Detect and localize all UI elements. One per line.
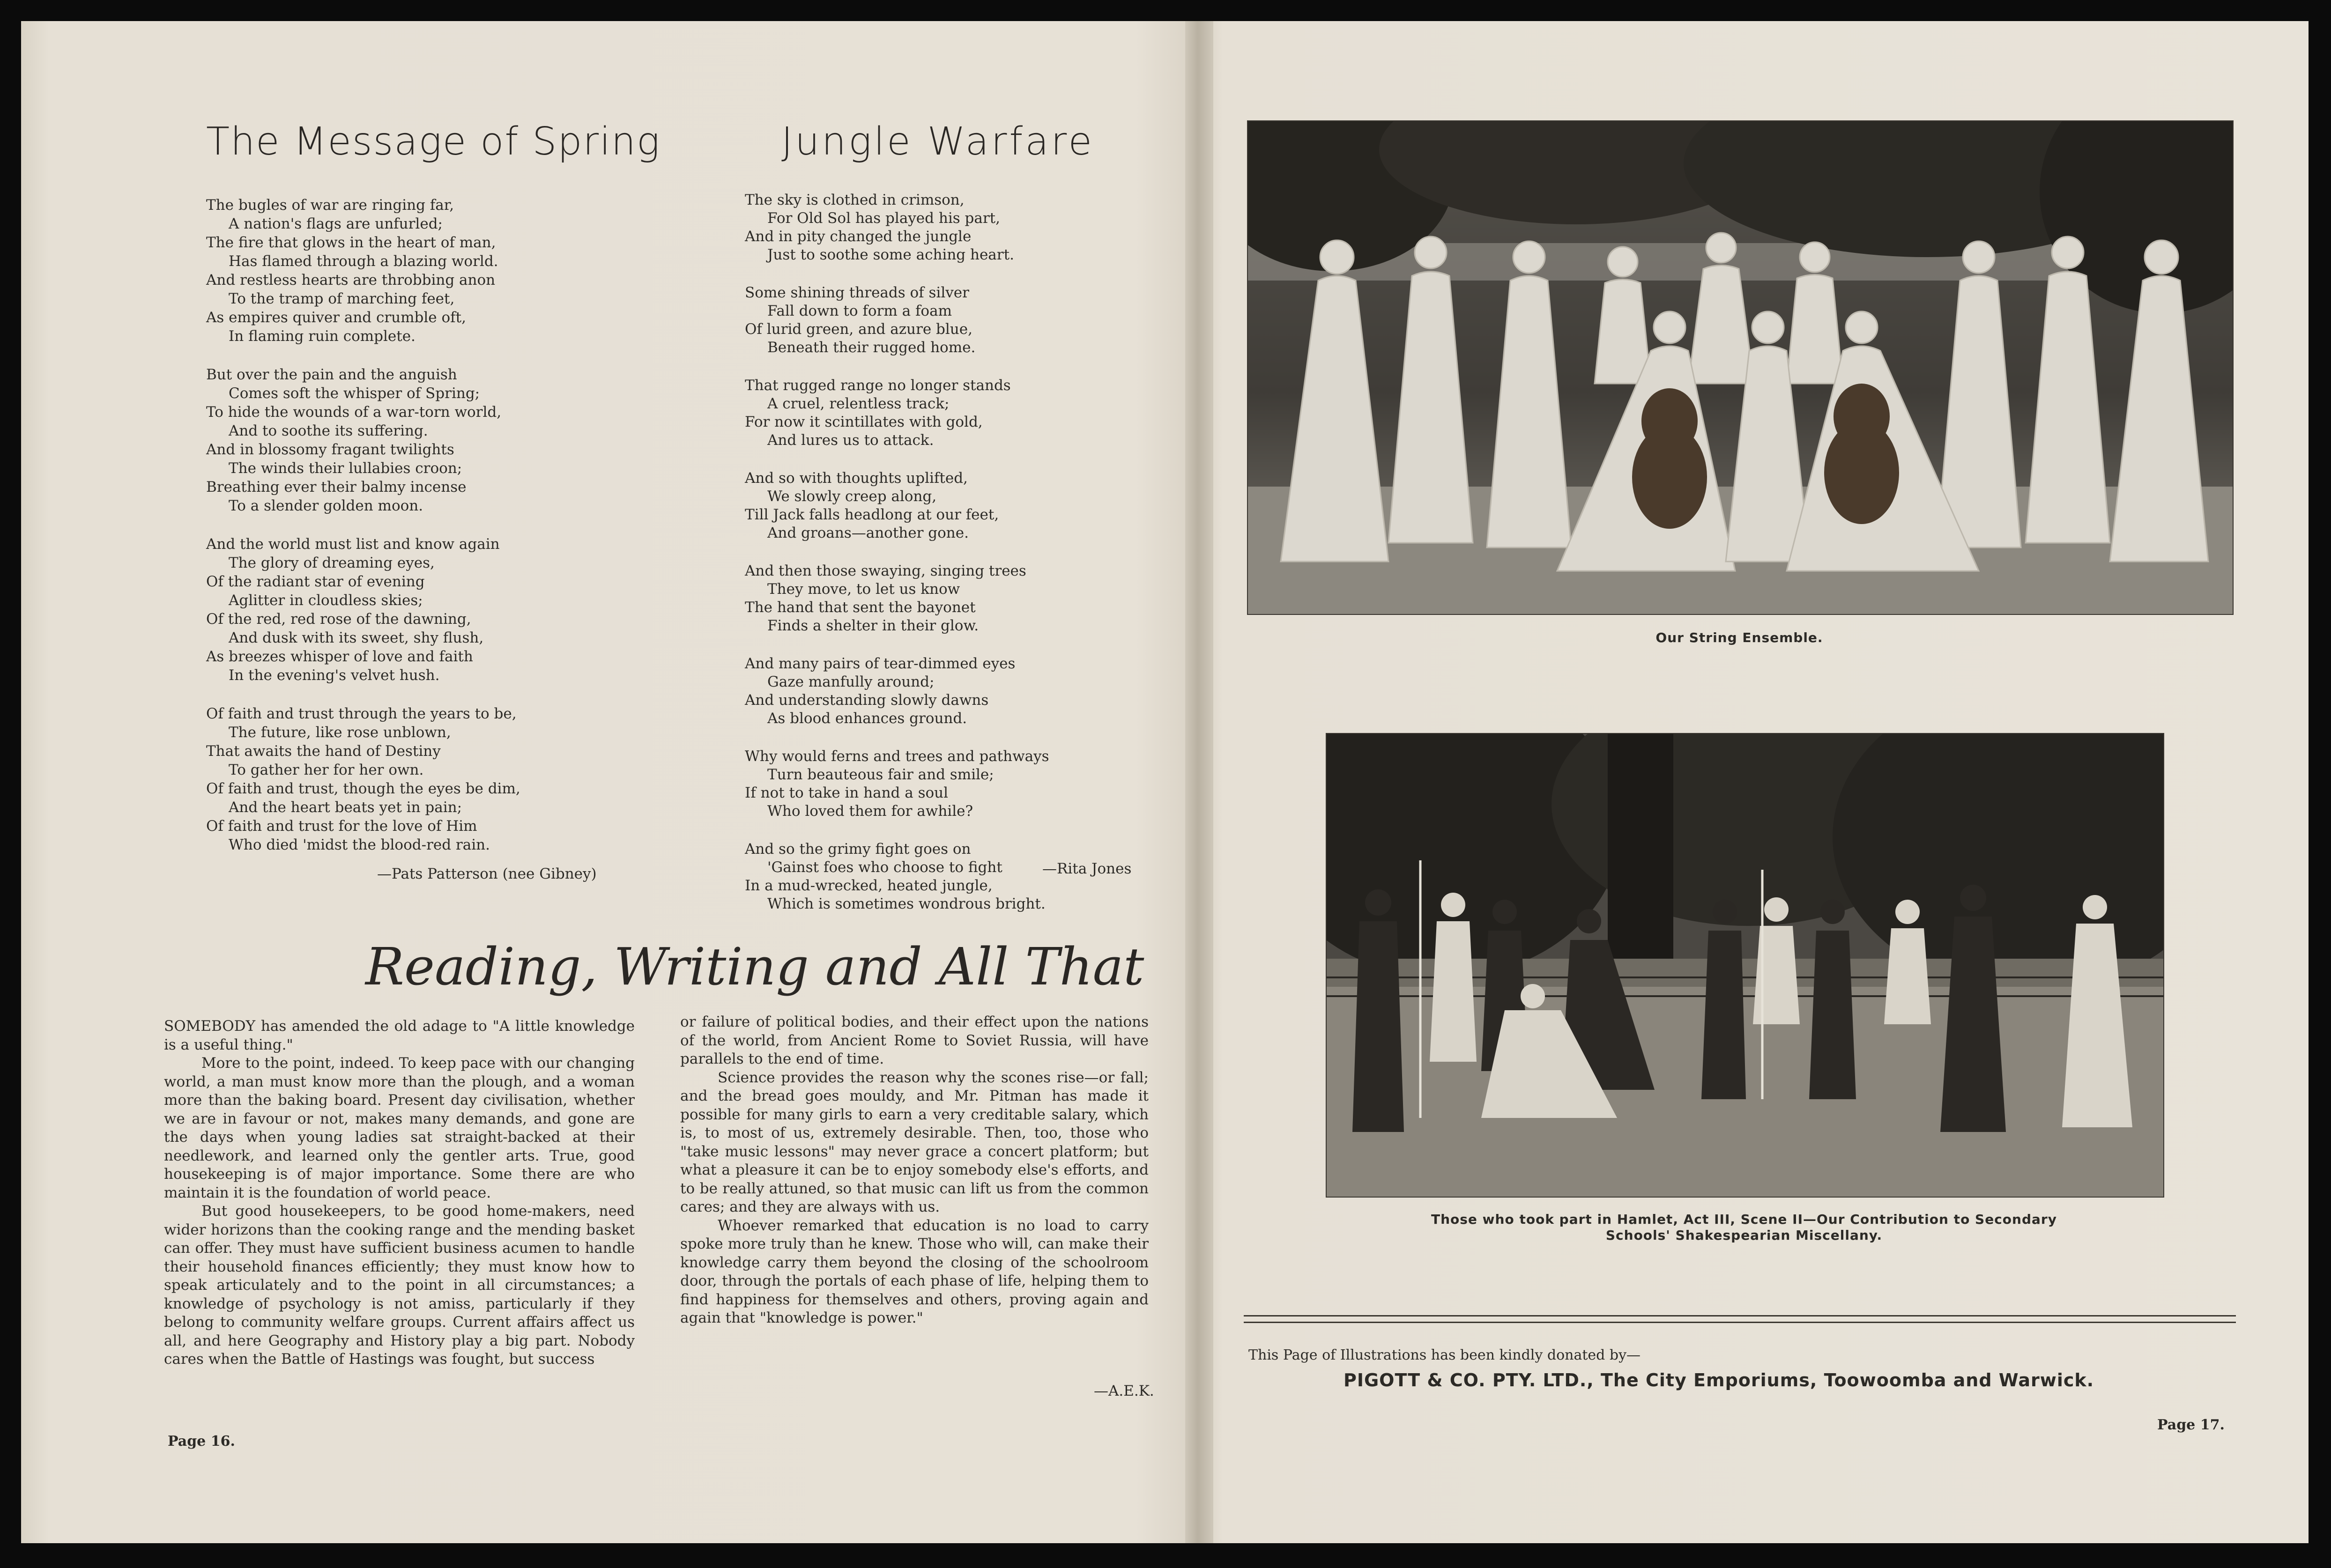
poem-line: To the tramp of marching feet, xyxy=(229,290,455,307)
poem-line: To a slender golden moon. xyxy=(229,497,423,514)
poem-line: A nation's flags are unfurled; xyxy=(229,215,443,232)
poem-line: As breezes whisper of love and faith xyxy=(206,648,473,665)
poem-line: For now it scintillates with gold, xyxy=(745,414,983,430)
stanza xyxy=(745,377,1166,450)
poem-line: Breathing ever their balmy incense xyxy=(206,479,467,496)
poem-line: That rugged range no longer stands xyxy=(745,377,1011,394)
poem-line: Just to soothe some aching heart. xyxy=(767,246,1014,263)
poem-line: And the heart beats yet in pain; xyxy=(229,799,462,816)
hamlet-cast-image xyxy=(1327,734,2163,1197)
poem-line: And the world must list and know again xyxy=(206,536,500,553)
photo-string-ensemble xyxy=(1247,120,2234,615)
divider-rule-top xyxy=(1244,1315,2236,1317)
poem-line: The bugles of war are ringing far, xyxy=(206,197,454,214)
poem-line: Comes soft the whisper of Spring; xyxy=(229,385,480,402)
poem-line: Gaze manfully around; xyxy=(767,673,935,690)
poem-line: And to soothe its suffering. xyxy=(229,422,428,439)
poem-line: The fire that glows in the heart of man, xyxy=(206,234,496,251)
article-paragraph: But good housekeepers, to be good home-makers, need wider horizons than the cooking range and the mending basket can offer. They must have sufficient business acumen to handle their household finances efficiently; they must know how to speak articulately and to the point in all circumstances; a knowledge of psychology is not amiss, particularly if they belong to community welfare groups. Current affairs affect us all, and here Geography and History play a big part. Nobody cares when the Battle of Hastings was fought, but success xyxy=(164,1203,635,1368)
poem-line: Who died 'midst the blood-red rain. xyxy=(229,836,490,853)
article-column-2 xyxy=(680,1013,1149,1328)
poem-title-message-of-spring: The Message of Spring xyxy=(206,119,661,164)
poem-line: And understanding slowly dawns xyxy=(745,692,989,709)
stanza xyxy=(745,562,1166,635)
poem-line: Turn beauteous fair and smile; xyxy=(767,766,994,783)
poem-line: In the evening's velvet hush. xyxy=(229,667,440,684)
stanza xyxy=(206,365,675,515)
string-ensemble-image xyxy=(1248,121,2233,614)
stanza xyxy=(206,704,675,854)
book-spine xyxy=(1185,21,1213,1543)
poem-line: They move, to let us know xyxy=(767,581,960,598)
divider-rule-bottom xyxy=(1244,1322,2236,1323)
stanza xyxy=(206,196,675,346)
caption-hamlet-line1: Those who took part in Hamlet, Act III, Scene II—Our Contribution to Secondary xyxy=(1431,1212,2057,1227)
poem-line: Fall down to form a foam xyxy=(767,303,952,319)
poem-line: Of faith and trust, though the eyes be dim, xyxy=(206,780,520,797)
poem-line: That awaits the hand of Destiny xyxy=(206,743,441,760)
poem-line: To hide the wounds of a war-torn world, xyxy=(206,404,502,421)
poem-line: And then those swaying, singing trees xyxy=(745,562,1026,579)
article-paragraph: Science provides the reason why the scones rise—or fall; and the bread goes mouldy, and Mr. Pitman has made it possible for many girls to earn a very creditable salary, which is, to most of us, extremely desirable. Then, too, those who "take music lessons" may never grace a concert platform; but what a pleasure it can be to enjoy somebody else's efforts, and to be really attuned, so that music can lift us from the common cares; and they are always with us. xyxy=(680,1069,1149,1215)
poem-line: Some shining threads of silver xyxy=(745,284,969,301)
poem-line: Of the red, red rose of the dawning, xyxy=(206,611,471,628)
poem-line: Of faith and trust through the years to be, xyxy=(206,705,517,722)
poem-line: For Old Sol has played his part, xyxy=(767,210,1000,227)
article-paragraph: More to the point, indeed. To keep pace with our changing world, a man must know more than the plough, and a woman more than the baking board. Present day civilisation, whether we are in favour or not, makes many demands, and gone are the days when young ladies sat straight-backed at their needlework, and learned only the gentler arts. True, good housekeeping is of major importance. Some there are who maintain it is the foundation of world peace. xyxy=(164,1055,635,1201)
article-paragraph: or failure of political bodies, and their effect upon the nations of the world, from Ancient Rome to Soviet Russia, will have parallels to the end of time. xyxy=(680,1013,1149,1067)
poem-author-patterson: —Pats Patterson (nee Gibney) xyxy=(377,865,597,882)
poem-line: The sky is clothed in crimson, xyxy=(745,192,965,208)
poem-line: And so the grimy fight goes on xyxy=(745,841,971,858)
poem-line: Finds a shelter in their glow. xyxy=(767,617,979,634)
poem-line: Beneath their rugged home. xyxy=(767,339,976,356)
donor-text: This Page of Illustrations has been kindly donated by— xyxy=(1248,1347,1641,1363)
poem-message-of-spring xyxy=(206,196,675,874)
poem-line: And lures us to attack. xyxy=(767,432,934,449)
article-paragraph: SOMEBODY has amended the old adage to "A little knowledge is a useful thing." xyxy=(164,1018,635,1053)
poem-jungle-warfare xyxy=(745,191,1166,933)
poem-line: As empires quiver and crumble oft, xyxy=(206,309,466,326)
poem-line: Which is sometimes wondrous bright. xyxy=(767,895,1046,912)
poem-line: And many pairs of tear-dimmed eyes xyxy=(745,655,1016,672)
poem-line: And dusk with its sweet, shy flush, xyxy=(229,629,484,646)
poem-line: To gather her for her own. xyxy=(229,762,424,778)
donor-name: PIGOTT & CO. PTY. LTD., The City Emporiums, Toowoomba and Warwick. xyxy=(1344,1370,2094,1390)
poem-line: Aglitter in cloudless skies; xyxy=(229,592,423,609)
poem-line: Till Jack falls headlong at our feet, xyxy=(745,506,999,523)
poem-line: Of lurid green, and azure blue, xyxy=(745,321,972,338)
stanza xyxy=(745,191,1166,264)
poem-line: The hand that sent the bayonet xyxy=(745,599,976,616)
poem-line: And so with thoughts uplifted, xyxy=(745,470,968,487)
photo-hamlet-cast xyxy=(1326,733,2164,1198)
poem-line: And in blossomy fragant twilights xyxy=(206,441,454,458)
poem-line: And restless hearts are throbbing anon xyxy=(206,272,496,288)
poem-line: A cruel, relentless track; xyxy=(767,395,950,412)
poem-line: As blood enhances ground. xyxy=(767,710,967,727)
poem-line: Why would ferns and trees and pathways xyxy=(745,748,1049,765)
poem-line: The glory of dreaming eyes, xyxy=(229,555,435,571)
caption-hamlet-cast xyxy=(1326,1212,2162,1243)
article-paragraph: Whoever remarked that education is no load to carry spoke more truly than he knew. Those who will, can make their knowledge carry them beyond the closing of the schoolroom door, through the portals of each phase of life, helping them to find happiness for themselves and others, proving again and again that "knowledge is power." xyxy=(680,1217,1149,1326)
poem-line: The winds their lullabies croon; xyxy=(229,460,462,477)
stanza xyxy=(745,469,1166,542)
article-author: —A.E.K. xyxy=(1094,1383,1154,1399)
article-title: Reading, Writing and All That xyxy=(365,937,1144,997)
poem-line: Has flamed through a blazing world. xyxy=(229,253,498,270)
poem-line: But over the pain and the anguish xyxy=(206,366,457,383)
poem-line: In flaming ruin complete. xyxy=(229,328,416,345)
poem-line: And in pity changed the jungle xyxy=(745,228,972,245)
stanza xyxy=(745,655,1166,728)
caption-hamlet-line2: Schools' Shakespearian Miscellany. xyxy=(1605,1228,1883,1243)
page-number-right: Page 17. xyxy=(2157,1417,2225,1433)
stanza xyxy=(745,284,1166,357)
poem-author-jones: —Rita Jones xyxy=(1042,860,1132,877)
poem-line: Of the radiant star of evening xyxy=(206,573,425,590)
page-number-left: Page 16. xyxy=(168,1433,235,1450)
article-column-1 xyxy=(164,1017,635,1369)
poem-line: We slowly creep along, xyxy=(767,488,937,505)
stanza xyxy=(745,747,1166,821)
poem-title-jungle-warfare: Jungle Warfare xyxy=(781,119,1094,164)
poem-line: 'Gainst foes who choose to fight xyxy=(767,859,1002,876)
poem-line: In a mud-wrecked, heated jungle, xyxy=(745,877,993,894)
poem-line: If not to take in hand a soul xyxy=(745,784,949,801)
poem-line: Who loved them for awhile? xyxy=(767,803,973,820)
poem-line: And groans—another gone. xyxy=(767,525,969,541)
poem-line: The future, like rose unblown, xyxy=(229,724,451,741)
stanza xyxy=(206,535,675,685)
poem-line: Of faith and trust for the love of Him xyxy=(206,818,477,835)
caption-string-ensemble: Our String Ensemble. xyxy=(1655,630,1823,645)
